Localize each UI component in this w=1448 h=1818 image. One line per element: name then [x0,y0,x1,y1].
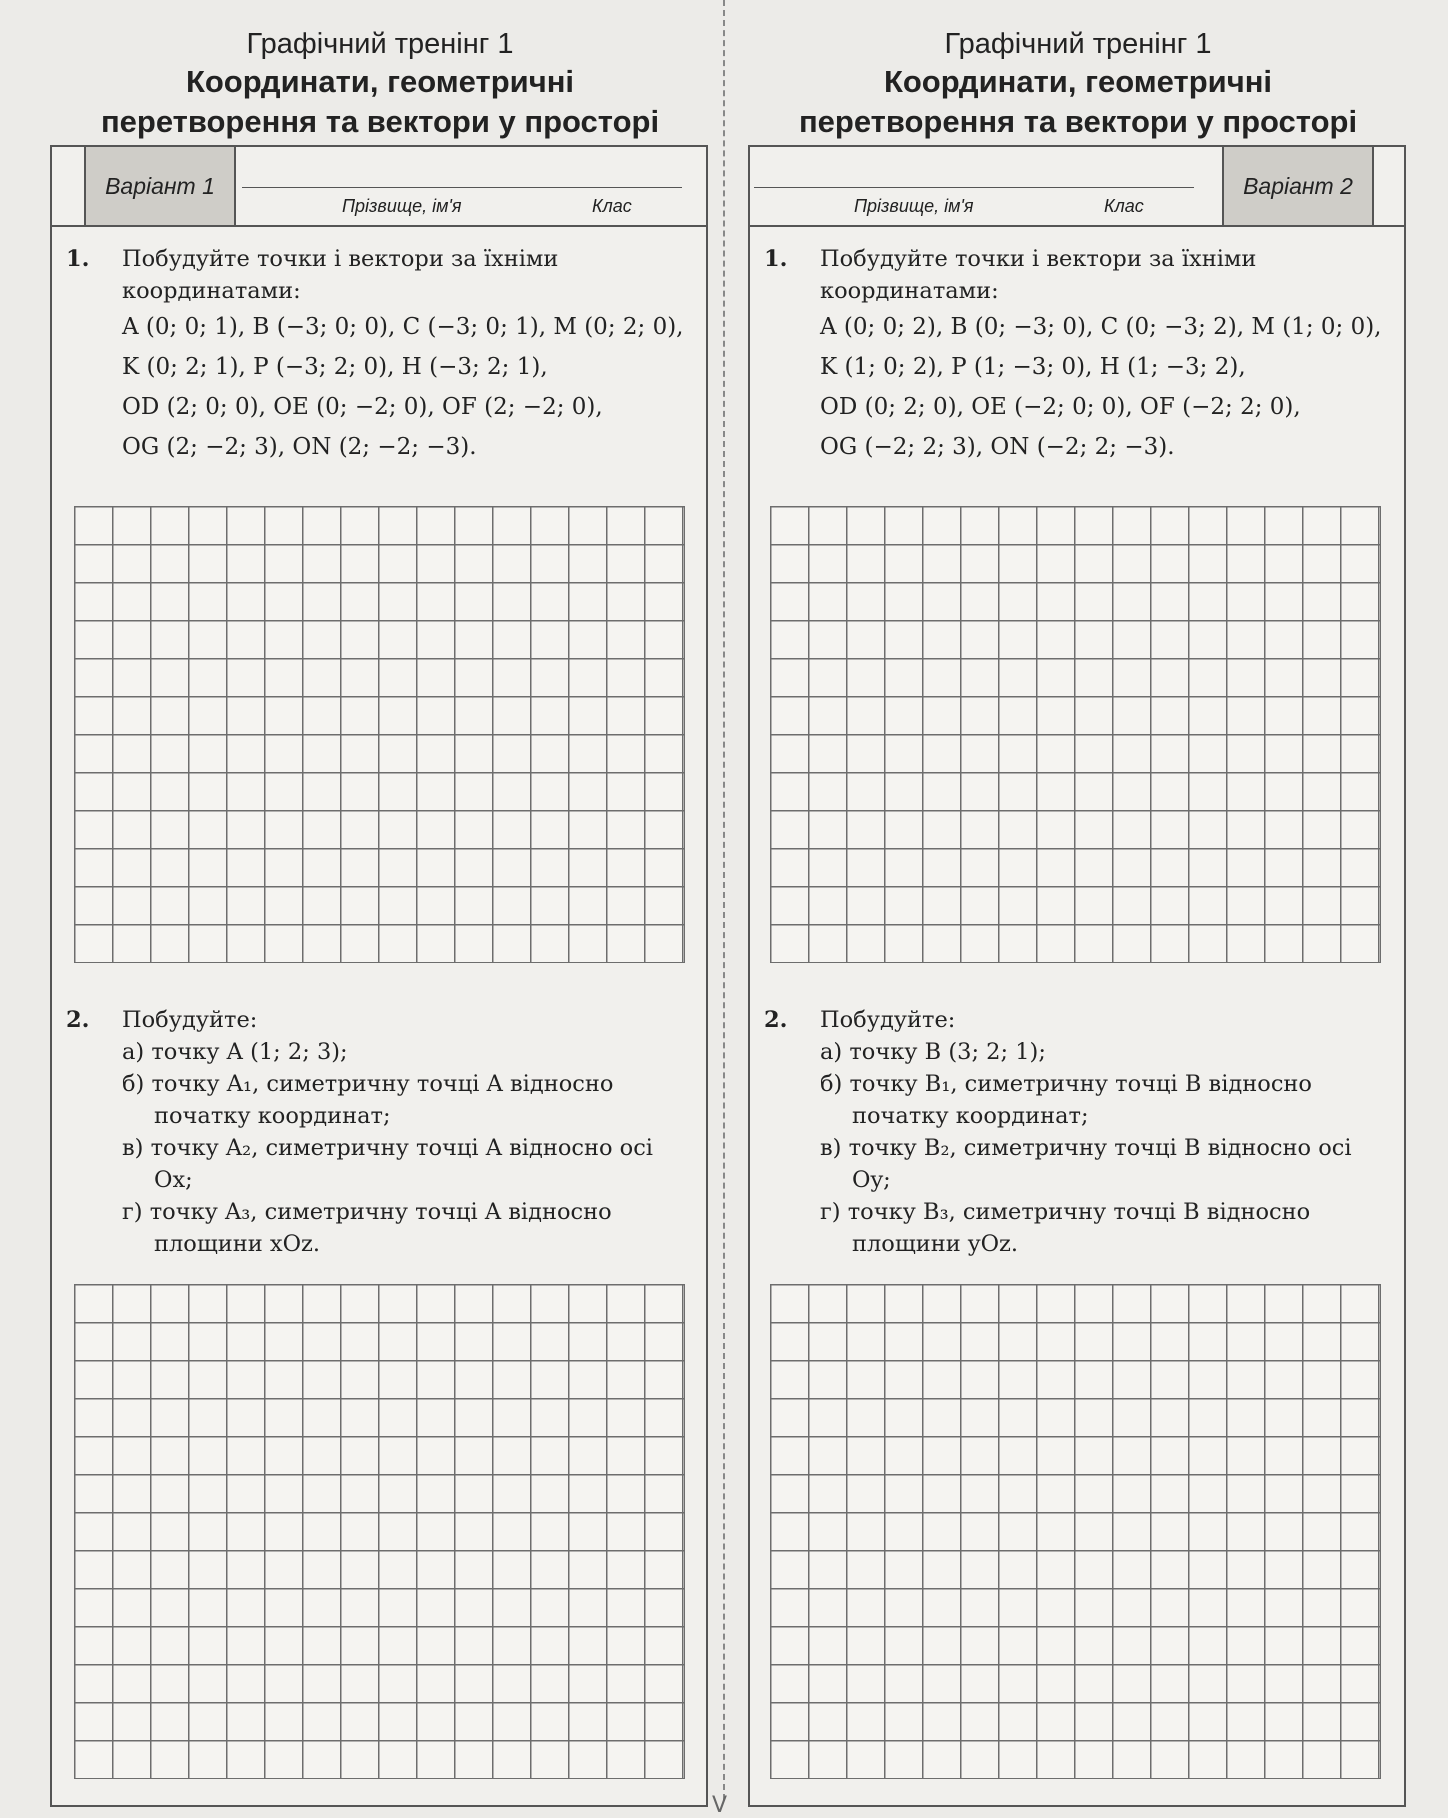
coord-line: OD (0; 2; 0), OE (−2; 0; 0), OF (−2; 2; 0), [820,394,1301,420]
task-2 [764,1004,1394,1260]
task-2 [66,1004,696,1260]
page-header [50,0,710,142]
variant-header [52,147,706,227]
task-text: Побудуйте точки і вектори за їхніми координатами: [122,246,559,304]
surname-label: Прізвище, ім'я [342,196,462,216]
coord-line: OG (2; −2; 3), ON (2; −2; −3). [122,434,477,460]
subtask-item: в) точку B₂, симетричну точці B відносно осі Oy; [820,1135,1352,1193]
topic-line-1: Координати, геометричні [883,64,1273,99]
topic-line-2: перетворення та вектори у просторі [100,104,660,139]
task-text: Побудуйте: [122,1007,258,1033]
page-title: Графічний тренінг 1 [246,28,514,60]
coord-line: OD (2; 0; 0), OE (0; −2; 0), OF (2; −2; 0), [122,394,603,420]
topic-line-2: перетворення та вектори у просторі [798,104,1358,139]
coordinate-list [820,307,1394,467]
class-label: Клас [592,196,632,216]
subtask-list [820,1036,1394,1260]
task-number: 2. [764,1007,788,1033]
variant-1-column [50,0,710,1257]
subtask-item: г) точку A₃, симетричну точці A відносно площини xOz. [122,1199,612,1257]
variant-badge: Варіант 1 [84,147,236,225]
surname-label: Прізвище, ім'я [854,196,974,216]
worksheet-card [50,145,708,1807]
scissors-mark-icon: V [712,1793,728,1818]
task-number: 1. [66,246,90,272]
task-text: Побудуйте: [820,1007,956,1033]
name-field[interactable] [754,187,1194,216]
coord-line: A (0; 0; 1), B (−3; 0; 0), C (−3; 0; 1), M (0; 2; 0), [122,314,684,340]
page-title: Графічний тренінг 1 [944,28,1212,60]
variant-badge: Варіант 2 [1222,147,1374,225]
worksheet-card [748,145,1406,1807]
name-field[interactable] [242,187,682,216]
coord-line: A (0; 0; 2), B (0; −3; 0), C (0; −3; 2), M (1; 0; 0), [820,314,1382,340]
coord-line: K (1; 0; 2), P (1; −3; 0), H (1; −3; 2), [820,354,1246,380]
coord-line: K (0; 2; 1), P (−3; 2; 0), H (−3; 2; 1), [122,354,548,380]
task-number: 1. [764,246,788,272]
grid-area-2[interactable] [74,1284,685,1779]
grid-area-1[interactable] [770,506,1381,963]
page-header [748,0,1408,142]
subtask-item: в) точку A₂, симетричну точці A відносно осі Ox; [122,1135,654,1193]
subtask-item: б) точку B₁, симетричну точці B відносно початку координат; [820,1071,1312,1129]
subtask-item: г) точку B₃, симетричну точці B відносно площини yOz. [820,1199,1311,1257]
task-1 [764,243,1394,467]
subtask-list [122,1036,696,1260]
task-number: 2. [66,1007,90,1033]
coord-line: OG (−2; 2; 3), ON (−2; 2; −3). [820,434,1175,460]
cut-line [723,0,725,1800]
coordinate-list [122,307,696,467]
subtask-item: б) точку A₁, симетричну точці A відносно початку координат; [122,1071,614,1129]
subtask-item: а) точку A (1; 2; 3); [122,1039,348,1065]
class-label: Клас [1104,196,1144,216]
grid-area-2[interactable] [770,1284,1381,1779]
task-text: Побудуйте точки і вектори за їхніми координатами: [820,246,1257,304]
variant-header [750,147,1404,227]
subtask-item: а) точку B (3; 2; 1); [820,1039,1046,1065]
topic-line-1: Координати, геометричні [185,64,575,99]
variant-2-column [748,0,1408,1257]
task-1 [66,243,696,467]
grid-area-1[interactable] [74,506,685,963]
